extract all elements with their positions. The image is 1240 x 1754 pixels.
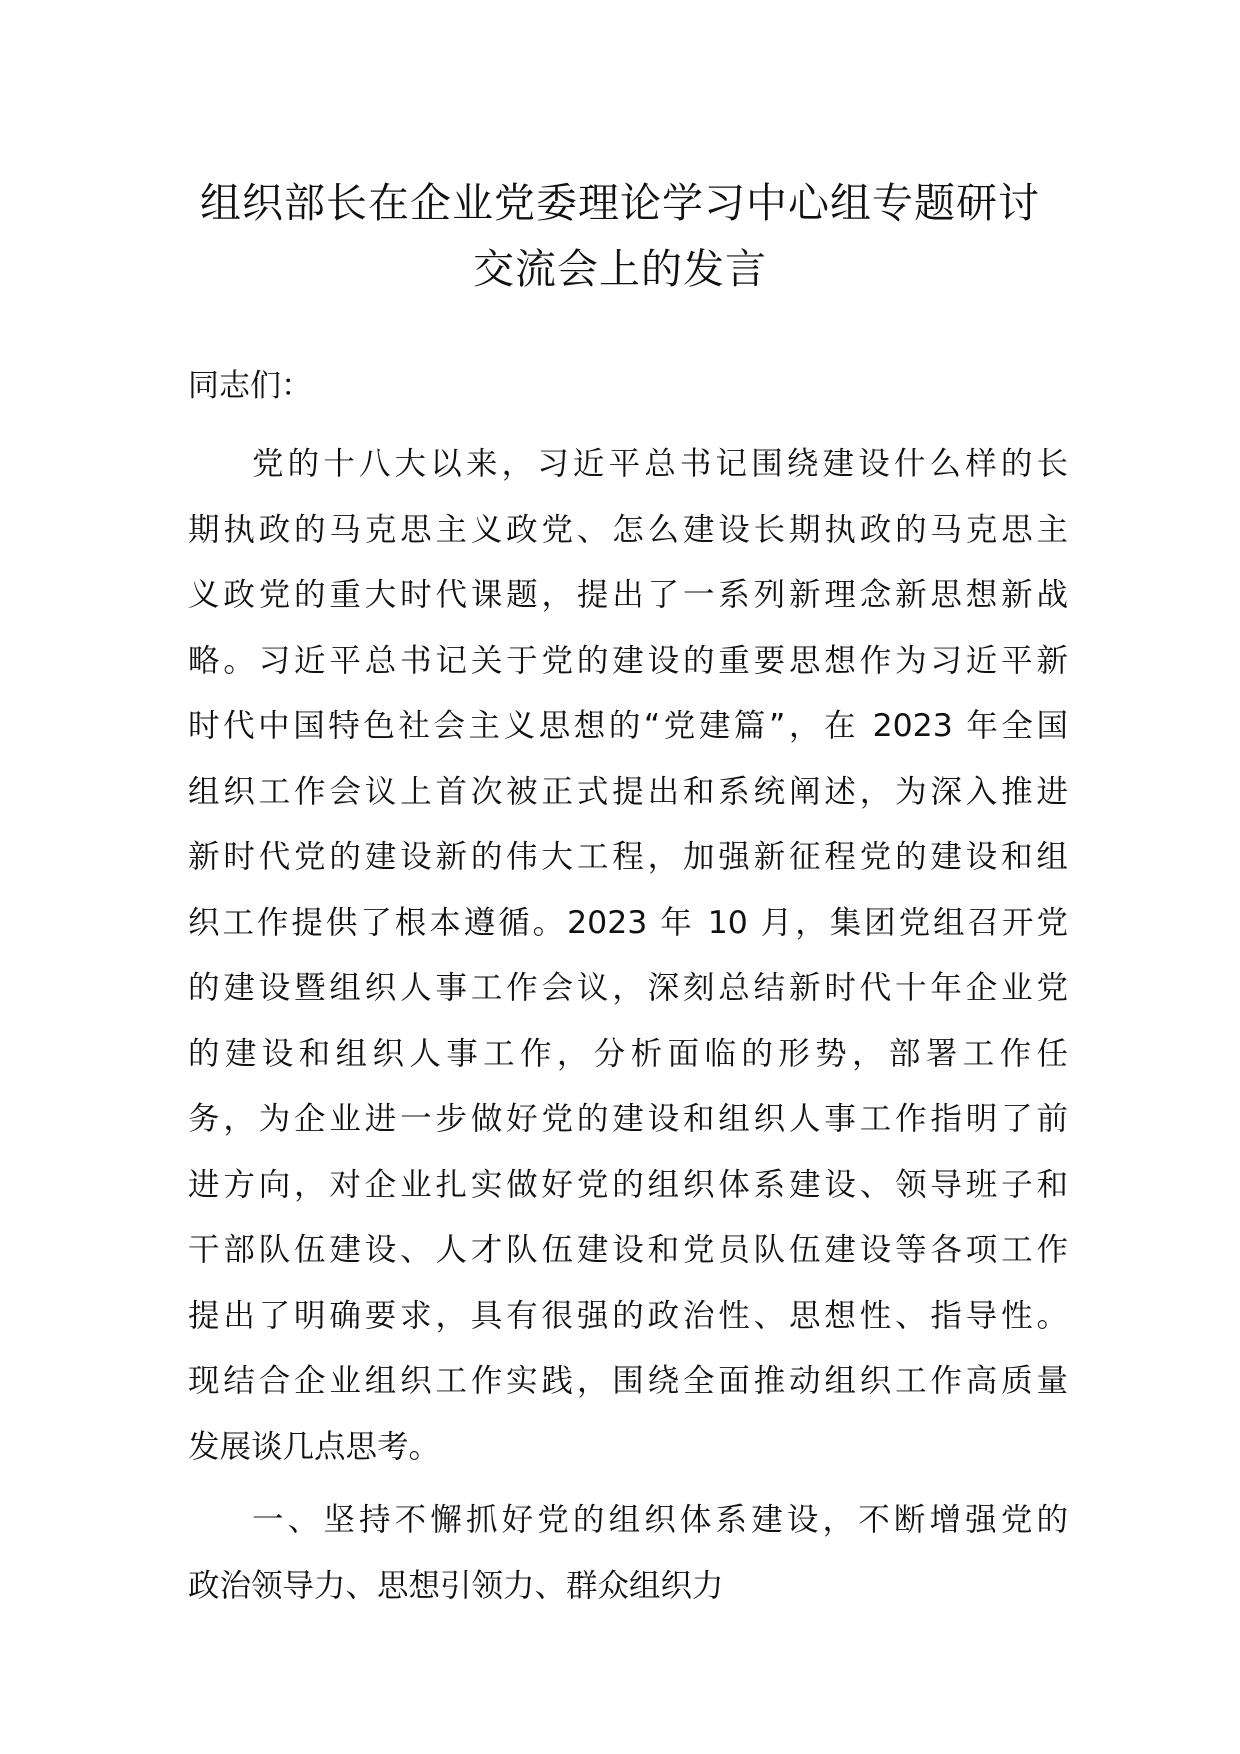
heading-line: 政治领导力、思想引领力、群众组织力	[188, 1567, 724, 1604]
document-title	[160, 170, 1080, 302]
paragraph-line: 的建设和组织人事工作，分析面临的形势，部署工作任	[188, 1035, 1068, 1072]
paragraph-line: 略。习近平总书记关于党的建设的重要思想作为习近平新	[188, 642, 1068, 679]
heading-line: 一、坚持不懈抓好党的组织体系建设，不断增强党的	[252, 1502, 1068, 1538]
paragraph-line: 义政党的重大时代课题，提出了一系列新理念新思想新战	[188, 577, 1068, 613]
paragraph-line: 进方向，对企业扎实做好党的组织体系建设、领导班子和	[188, 1166, 1068, 1203]
paragraph-line: 织工作提供了根本遵循。2023 年 10 月，集团党组召开党	[188, 904, 1068, 941]
section-heading-1	[188, 1488, 1068, 1619]
paragraph-line: 新时代党的建设新的伟大工程，加强新征程党的建设和组	[188, 839, 1068, 875]
paragraph-line: 时代中国特色社会主义思想的“党建篇”，在 2023 年全国	[188, 708, 1068, 744]
title-line-2: 交流会上的发言	[473, 245, 767, 293]
paragraph-line: 的建设暨组织人事工作会议，深刻总结新时代十年企业党	[188, 970, 1068, 1006]
title-line-1: 组织部长在企业党委理论学习中心组专题研讨	[200, 179, 1040, 227]
paragraph-line: 现结合企业组织工作实践，围绕全面推动组织工作高质量	[188, 1363, 1068, 1399]
salutation: 同志们：	[188, 368, 312, 404]
body-paragraph	[188, 432, 1068, 1480]
paragraph-line: 务，为企业进一步做好党的建设和组织人事工作指明了前	[188, 1101, 1068, 1137]
paragraph-line: 组织工作会议上首次被正式提出和系统阐述，为深入推进	[188, 773, 1068, 810]
paragraph-line: 提出了明确要求，具有很强的政治性、思想性、指导性。	[188, 1297, 1068, 1334]
paragraph-line: 发展谈几点思考。	[188, 1428, 441, 1465]
paragraph-line: 干部队伍建设、人才队伍建设和党员队伍建设等各项工作	[188, 1232, 1068, 1268]
paragraph-line: 期执政的马克思主义政党、怎么建设长期执政的马克思主	[188, 511, 1068, 548]
paragraph-line: 党的十八大以来，习近平总书记围绕建设什么样的长	[252, 446, 1068, 482]
